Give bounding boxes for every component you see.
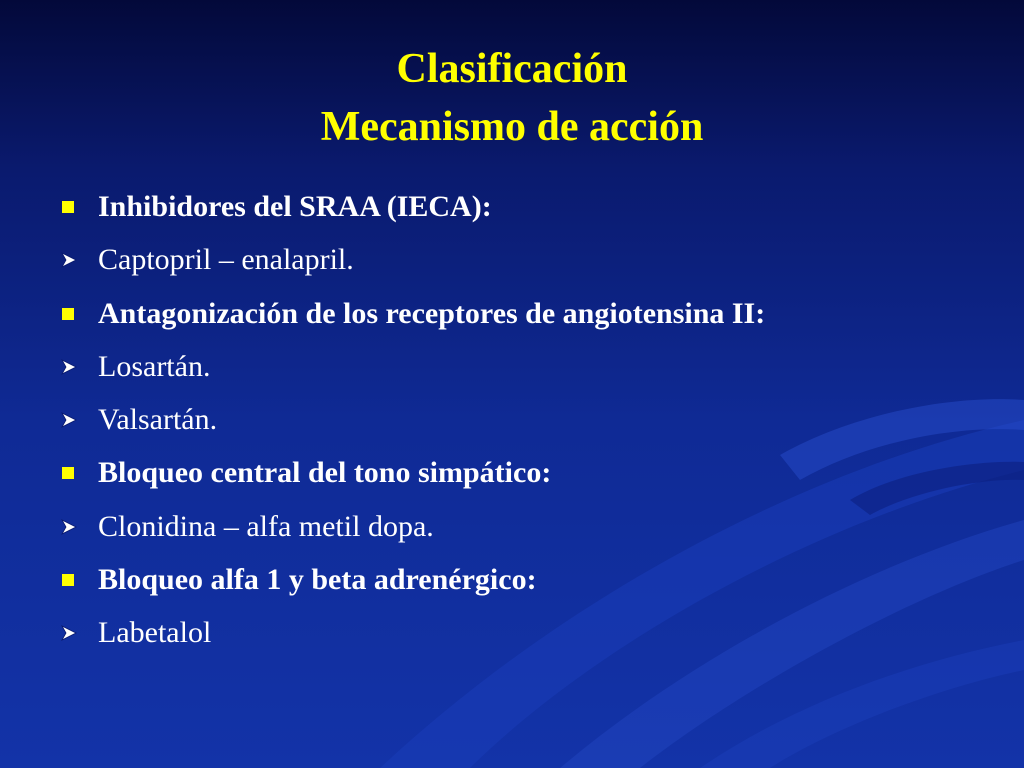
list-item bbox=[58, 553, 998, 606]
arrow-bullet-icon bbox=[58, 500, 88, 553]
list-item bbox=[58, 500, 998, 553]
square-bullet-icon bbox=[58, 180, 88, 233]
list-item bbox=[58, 287, 998, 340]
list-item bbox=[58, 233, 998, 286]
arrow-bullet-icon bbox=[58, 233, 88, 286]
list-item-text: Bloqueo alfa 1 y beta adrenérgico: bbox=[98, 563, 537, 597]
arrow-bullet-icon bbox=[58, 393, 88, 446]
list-item-text: Losartán. bbox=[98, 349, 211, 383]
list-item-text: Inhibidores del SRAA (IECA): bbox=[98, 190, 492, 223]
list-item-text: Valsartán. bbox=[98, 403, 218, 437]
list-item-text: Bloqueo central del tono simpático: bbox=[98, 456, 552, 490]
bullet-list bbox=[58, 180, 998, 660]
list-item bbox=[58, 393, 998, 446]
list-item bbox=[58, 180, 998, 233]
title-line-2: Mecanismo de acción bbox=[320, 104, 704, 150]
square-bullet-icon bbox=[58, 553, 88, 606]
list-item bbox=[58, 340, 998, 393]
square-bullet-icon bbox=[58, 287, 88, 340]
title-line-1: Clasificación bbox=[396, 46, 628, 92]
slide-title bbox=[0, 40, 1024, 156]
list-item bbox=[58, 606, 998, 659]
list-item bbox=[58, 446, 998, 499]
list-item-text: Labetalol bbox=[98, 616, 212, 650]
list-item-text: Captopril – enalapril. bbox=[98, 243, 354, 277]
arrow-bullet-icon bbox=[58, 606, 88, 659]
list-item-text: Antagonización de los receptores de angiotensina II: bbox=[98, 296, 766, 330]
square-bullet-icon bbox=[58, 446, 88, 499]
list-item-text: Clonidina – alfa metil dopa. bbox=[98, 509, 434, 543]
arrow-bullet-icon bbox=[58, 340, 88, 393]
